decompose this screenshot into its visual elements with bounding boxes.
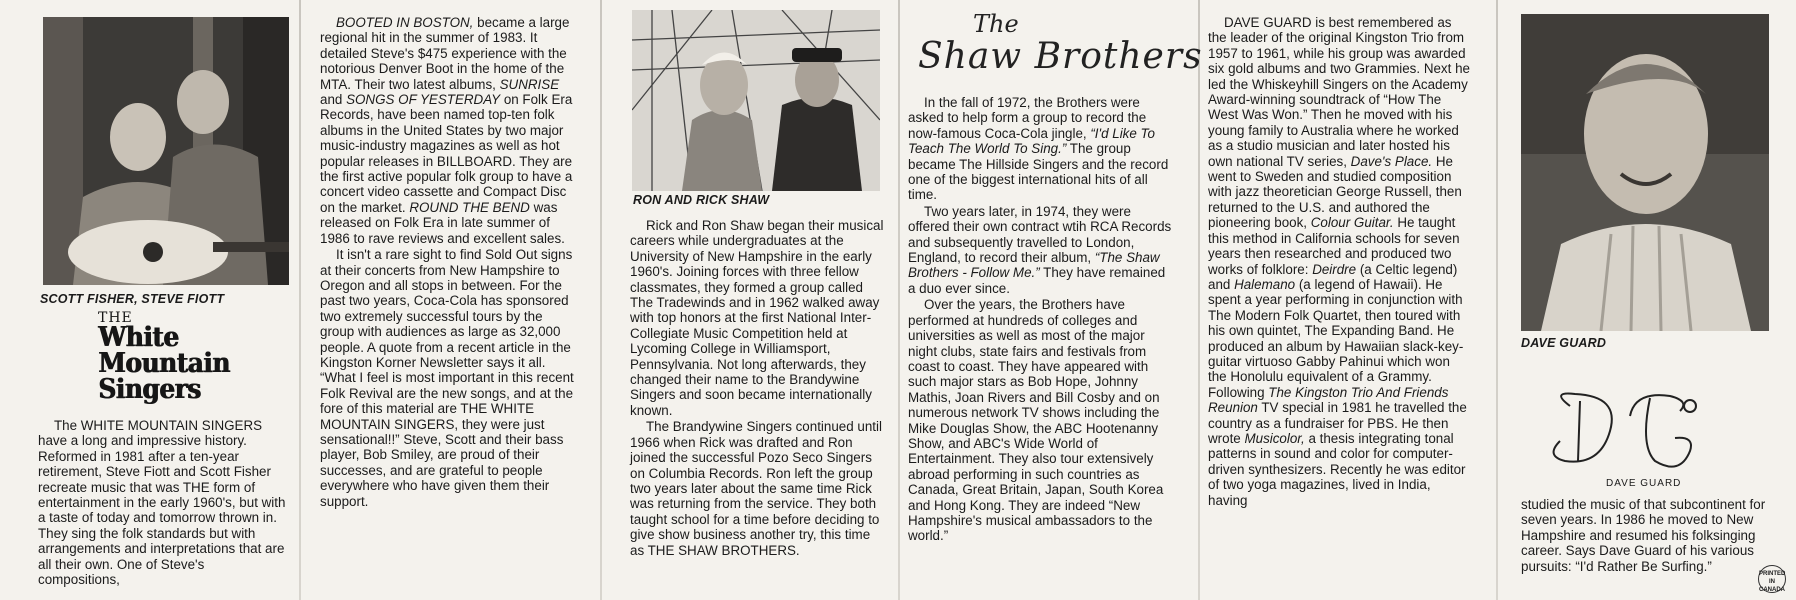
white-mountain-singers-text [38, 418, 288, 588]
body-paragraph: BOOTED IN BOSTON, became a large regional hit in the summer of 1983. It detailed Steve's $475 experience with the notorious Denver Boot in the home of the MTA. Their two latest albums, SUNRISE and SONGS OF YESTERDAY on Folk Era Records, have been named top-ten folk albums in the United States by two major music-industry magazines as well as hot popular releases in BILLBOARD. They are the first active popular folk group to have a concert video cassette and Compact Disc on the market. ROUND THE BEND was released on Folk Era in late summer of 1986 to rave reviews and excellent sales. [320, 15, 573, 246]
shaw-brothers-text [908, 95, 1173, 545]
body-paragraph: In the fall of 1972, the Brothers were asked to help form a group to record the now-famous Coca-Cola jingle, “I'd Like To Teach The World To Sing.” The group became The Hillside Singers and the record one of the biggest international hits of all time. [908, 95, 1169, 203]
body-paragraph: Over the years, the Brothers have performed at hundreds of colleges and universities as well as most of the major night clubs, state fairs and festivals from coast to coast. They have appeared with such major stars as Bob Hope, Johnny Mathis, Joan Rivers and Bill Cosby and on numerous network TV shows including the Mike Douglas Show, the ABC Hootenanny Show, and ABC's Wide World of Entertainment. They also tour extensively abroad performing in such countries as Canada, Great Britain, Japan, South Korea and Hong Kong. They are indeed “New Hampshire's musical ambassadors to the world.” [908, 297, 1164, 544]
logo-name: Shaw Brothers [918, 36, 1203, 77]
logo-line3: Singers [98, 374, 201, 405]
logo-the: THE [98, 310, 133, 326]
logo-the: The [973, 10, 1019, 38]
logo-line1: White [98, 322, 179, 353]
monogram-text [1540, 386, 1542, 387]
body-paragraph: Two years later, in 1974, they were offered their own contract wtih RCA Records and subsequently travelled to London, England, to record their album, “The Shaw Brothers - Follow Me.” They have remained a duo ever since. [908, 203, 1172, 296]
body-paragraph: Rick and Ron Shaw began their musical careers while undergraduates at the University of New Hampshire in the early 1960's. Joining forces with three fellow classmates, they formed a group called The Tradewinds and in 1962 walked away with top honors at the first National Inter-Collegiate Music Competition held at Lycoming College in Williamsport, Pennsylvania. Not long afterwards, they changed their name to the Brandywine Singers and soon became internationally known. [630, 218, 884, 418]
photo-caption: SCOTT FISHER, STEVE FIOTT [40, 292, 225, 306]
printed-in-canada-stamp: PRINTED IN CANADA [1758, 565, 1786, 593]
body-paragraph: It isn't a rare sight to find Sold Out signs at their concerts from New Hampshire to Oregon and all stops in between. For the past two years, Coca-Cola has sponsored two extremely successful tours by the group with audiences as large as 32,000 people. A quote from a recent article in the Kingston Korner Newsletter says it all. “What I feel is most important in this recent Folk Revival are the new songs, and at the fore of this material are THE WHITE MOUNTAIN SINGERS, they were just sensational!!” Steve, Scott and their bass player, Bob Smiley, are proud of their successes, and are grateful to people everywhere who have given them their support. [320, 247, 574, 509]
ron-rick-shaw-photo [632, 10, 880, 191]
dave-guard-monogram [1540, 386, 1710, 476]
body-paragraph: DAVE GUARD is best remembered as the leader of the original Kingston Trio from 1957 to 1961, while his group was awarded six gold albums and two Grammies. Next he led the Whiskeyhill Singers on the Academy Award-winning soundtrack of “How The West Was Won.” Then he moved with his young family to Australia where he worked as a studio musician and later hosted his own national TV series, Dave's Place. He went to Sweden and studied composition with jazz theoretician George Russell, then returned to the U.S. and authored the pioneering book, Colour Guitar. He taught this method in California schools for seven years then researched and produced two works of folklore: Deirdre (a Celtic legend) and Halemano (a legend of Hawaii). He spent a year performing in conjunction with The Modern Folk Quartet, then toured with his own quintet, The Expanding Band. He produced an album by Hawaiian slack-key-guitar virtuoso Gabby Pahinui which won the Honolulu equivalent of a Grammy. Following The Kingston Trio And Friends Reunion TV special in 1981 he travelled the country as a fundraiser for PBS. He then wrote Musicolor, a thesis integrating tonal patterns in sound and color for computer-driven synthesizers. Recently he was editor of two yoga magazines, lived in India, having [1208, 15, 1470, 508]
booted-in-boston-text [320, 15, 580, 510]
dave-guard-bio-text [1208, 15, 1470, 509]
white-mountain-singers-photo [43, 17, 289, 285]
body-paragraph: The WHITE MOUNTAIN SINGERS have a long and impressive history. Reformed in 1981 after a ten-year retirement, Steve Fiott and Scott Fisher recreate music that was THE form of entertainment in the early 1960's, but with a taste of today and tomorrow thrown in. They sing the folk standards but with arrangements and interpretations that are all their own. One of Steve's compositions, [38, 418, 286, 588]
logo-line2: Mountain [98, 348, 230, 379]
signature-caption: DAVE GUARD [1606, 478, 1682, 489]
dave-guard-photo [1521, 14, 1769, 331]
shaw-brothers-logo [918, 10, 1203, 84]
body-paragraph: The Brandywine Singers continued until 1966 when Rick was drafted and Ron joined the successful Pozo Seco Singers on Columbia Records. Ron left the group two years later about the same time Rick was returning from the service. They both taught school for a time before deciding to give show business another try, this time as THE SHAW BROTHERS. [630, 419, 882, 558]
body-paragraph: studied the music of that subcontinent for seven years. In 1986 he moved to New Hampshire and resumed his folksinging career. Says Dave Guard of his various pursuits: “I'd Rather Be Surfing.” [1521, 497, 1766, 574]
dave-guard-closing-text [1521, 497, 1771, 575]
white-mountain-singers-logo [98, 311, 241, 403]
photo-caption: RON AND RICK SHAW [633, 193, 770, 207]
ron-rick-shaw-text [630, 218, 884, 559]
photo-caption: DAVE GUARD [1521, 336, 1607, 350]
